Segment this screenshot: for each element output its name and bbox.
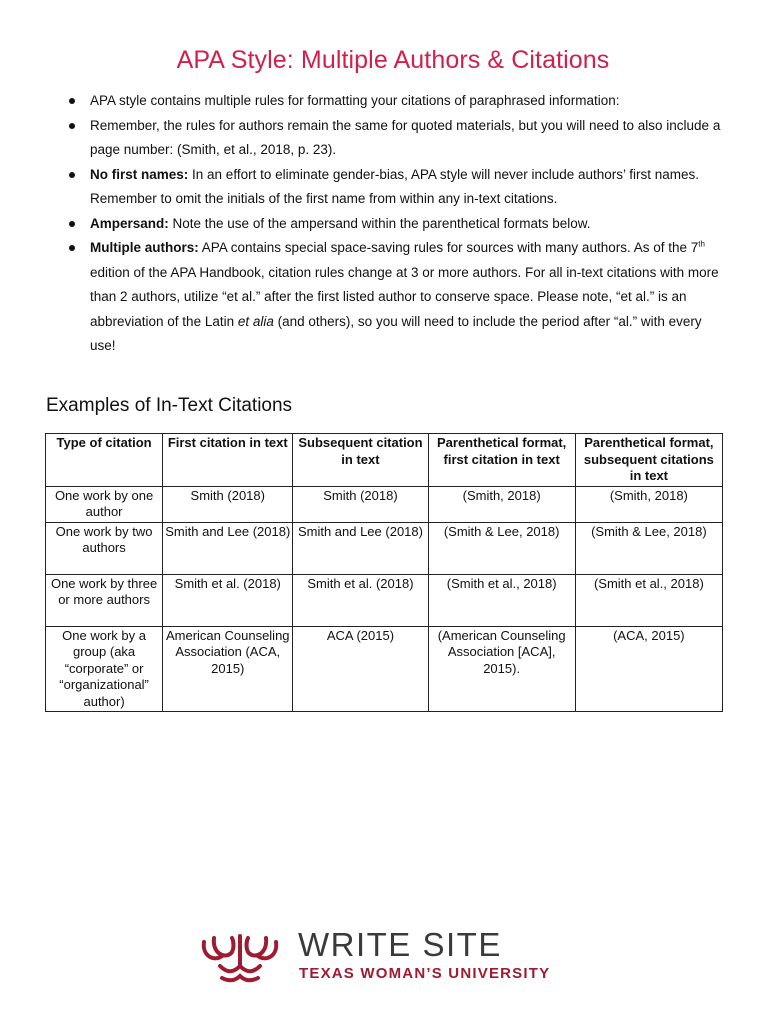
bullet-text: (and others), so you will need to include the period after “al.” with every use! bbox=[90, 313, 702, 353]
table-cell: (Smith, 2018) bbox=[428, 486, 575, 522]
table-cell: ACA (2015) bbox=[293, 626, 428, 712]
italic-term: et alia bbox=[237, 313, 274, 329]
superscript: th bbox=[698, 239, 705, 249]
column-header: Parenthetical format, first citation in text bbox=[428, 434, 575, 487]
logo-title: WRITE SITE bbox=[298, 926, 502, 963]
column-header: Subsequent citation in text bbox=[293, 434, 428, 487]
column-header: Type of citation bbox=[46, 434, 163, 487]
table-cell: (Smith, 2018) bbox=[575, 486, 722, 522]
table-cell: One work by two authors bbox=[46, 522, 163, 574]
column-header: Parenthetical format, subsequent citations in text bbox=[575, 434, 722, 487]
table-cell: Smith et al. (2018) bbox=[163, 574, 293, 626]
bullet-label: Ampersand: bbox=[90, 215, 169, 231]
table-cell: Smith and Lee (2018) bbox=[293, 522, 428, 574]
bullet-text: edition of the APA Handbook, citation rules change at 3 or more authors. For all in-text citations with more than 2 authors, utilize “et al.” after the first listed author to conserve space. Please note, “et al.” is an abbreviation of the Latin bbox=[90, 264, 719, 329]
list-item bbox=[90, 212, 730, 237]
bullet-label: Multiple authors: bbox=[90, 240, 199, 255]
list-item bbox=[90, 236, 730, 359]
table-row bbox=[46, 574, 723, 626]
list-item bbox=[90, 89, 730, 114]
table-row bbox=[46, 522, 723, 574]
logo-subtitle: TEXAS WOMAN’S UNIVERSITY bbox=[299, 965, 551, 982]
list-item bbox=[90, 163, 730, 212]
table-cell: (Smith et al., 2018) bbox=[428, 574, 575, 626]
table-row bbox=[46, 486, 723, 522]
bullet-text: APA contains special space-saving rules for sources with many authors. As of the 7 bbox=[198, 240, 699, 255]
table-cell: (Smith et al., 2018) bbox=[575, 574, 722, 626]
column-header: First citation in text bbox=[163, 434, 293, 487]
write-site-logo bbox=[200, 926, 580, 986]
table-header-row bbox=[46, 434, 723, 487]
table-cell: Smith et al. (2018) bbox=[293, 574, 428, 626]
table-cell: (Smith & Lee, 2018) bbox=[428, 522, 575, 574]
table-cell: American Counseling Association (ACA, 2015) bbox=[163, 626, 293, 712]
bullet-list bbox=[90, 89, 730, 359]
table-cell: Smith (2018) bbox=[163, 486, 293, 522]
list-item bbox=[90, 114, 730, 163]
bullet-label: No first names: bbox=[90, 166, 189, 182]
bullet-text: APA style contains multiple rules for formatting your citations of paraphrased information: bbox=[90, 93, 620, 108]
table-cell: (ACA, 2015) bbox=[575, 626, 722, 712]
table-row bbox=[46, 626, 723, 712]
section-heading: Examples of In-Text Citations bbox=[46, 395, 293, 416]
table-cell: One work by three or more authors bbox=[46, 574, 163, 626]
bullet-text: In an effort to eliminate gender-bias, APA style will never include authors’ first names. Remember to omit the initials of the first name from within any in-text citations. bbox=[90, 166, 700, 206]
table-cell: One work by one author bbox=[46, 486, 163, 522]
table-cell: One work by a group (aka “corporate” or “organizational” author) bbox=[46, 626, 163, 712]
table-cell: (American Counseling Association [ACA], 2015). bbox=[428, 626, 575, 712]
table-cell: Smith and Lee (2018) bbox=[163, 522, 293, 574]
write-site-lily-logo-icon bbox=[200, 932, 280, 984]
page-title: APA Style: Multiple Authors & Citations bbox=[176, 46, 610, 74]
table-cell: (Smith & Lee, 2018) bbox=[575, 522, 722, 574]
bullet-text: Note the use of the ampersand within the parenthetical formats below. bbox=[168, 215, 591, 231]
table-cell: Smith (2018) bbox=[293, 486, 428, 522]
bullet-text: Remember, the rules for authors remain the same for quoted materials, but you will need to also include a page number: (Smith, et al., 2018, p. 23). bbox=[90, 117, 721, 157]
citation-table bbox=[45, 433, 723, 712]
